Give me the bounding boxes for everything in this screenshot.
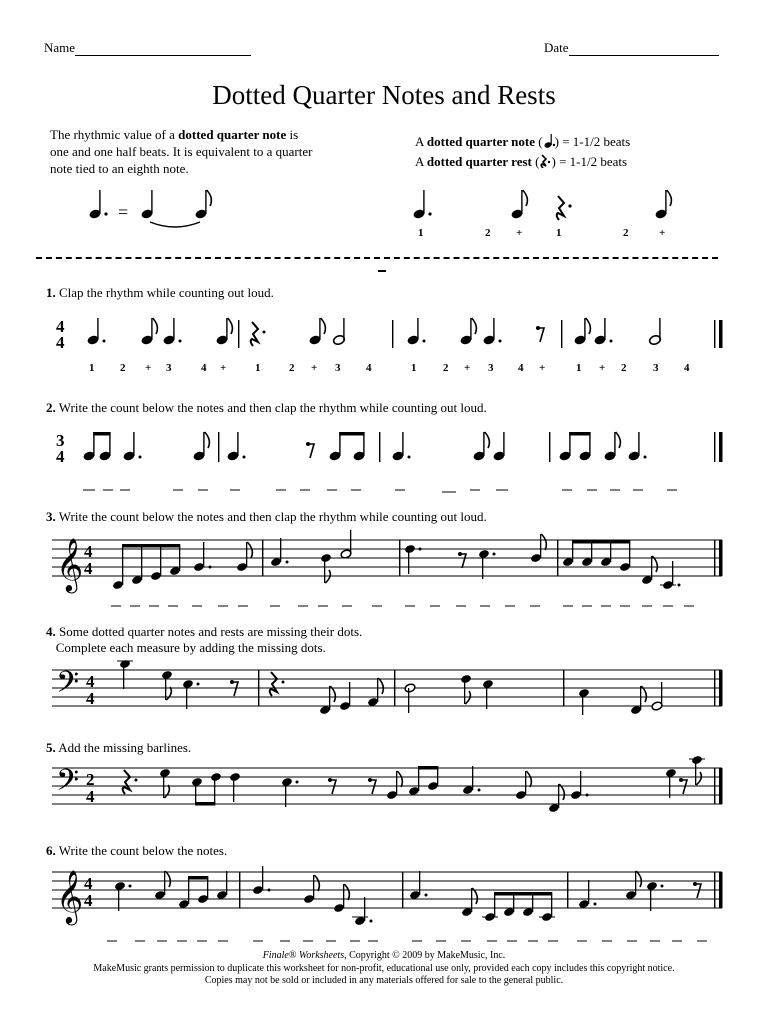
time-signature-bottom: 4	[56, 333, 65, 352]
svg-text:2: 2	[86, 770, 95, 789]
svg-text:1: 1	[255, 362, 261, 374]
rhythm-notes	[82, 432, 722, 462]
svg-text:1: 1	[411, 362, 417, 374]
svg-text:+: +	[311, 362, 318, 374]
svg-text:3: 3	[166, 362, 172, 374]
exercise-3-title: 3. Write the count below the notes and then clap the rhythm while counting out loud.	[46, 509, 487, 524]
footer-copyright: Finale® Worksheets, Copyright © 2009 by MakeMusic, Inc.	[262, 950, 506, 961]
date-field[interactable]	[544, 40, 719, 56]
svg-text:+: +	[599, 362, 606, 374]
bass-clef-icon: 𝄢	[56, 666, 80, 706]
example-count: 1	[556, 227, 562, 239]
svg-text:3: 3	[335, 362, 341, 374]
example-count: +	[516, 227, 523, 239]
name-field[interactable]	[44, 40, 251, 56]
svg-text:+: +	[145, 362, 152, 374]
staff-notes	[117, 659, 723, 715]
staff-lines	[52, 768, 722, 804]
svg-text:1: 1	[89, 362, 95, 374]
dotted-note-definition: A dotted quarter note ( ) = 1-1/2 beats	[415, 134, 631, 149]
treble-clef-icon: 𝄞	[56, 539, 84, 590]
date-label: Date	[544, 40, 569, 55]
date-line[interactable]	[569, 42, 719, 56]
exercise-1-rhythm	[0, 308, 768, 378]
exercise-4-staff	[0, 658, 768, 718]
svg-text:4: 4	[366, 362, 372, 374]
exercise-5-staff	[0, 756, 768, 816]
svg-text:2: 2	[289, 362, 295, 374]
svg-text:4: 4	[56, 447, 65, 466]
example-count: 1	[418, 227, 424, 239]
time-signature-top: 4	[56, 317, 65, 336]
svg-text:4: 4	[86, 672, 95, 691]
svg-text:3: 3	[56, 431, 65, 450]
svg-text:4: 4	[684, 362, 690, 374]
svg-text:2: 2	[443, 362, 449, 374]
exercise-3-staff	[0, 528, 768, 618]
staff-lines	[52, 872, 722, 908]
svg-text:4: 4	[86, 787, 95, 806]
name-label: Name	[44, 40, 76, 55]
exercise-1-title: 1. Clap the rhythm while counting out loud.	[46, 285, 274, 300]
svg-text:4: 4	[84, 891, 93, 910]
page-title: Dotted Quarter Notes and Rests	[212, 80, 556, 110]
staff-notes	[112, 530, 722, 590]
divider	[36, 257, 718, 259]
svg-text:4: 4	[86, 689, 95, 708]
staff-notes	[123, 756, 723, 813]
example-count: 2	[623, 227, 629, 239]
bass-clef-icon: 𝄢	[56, 764, 80, 804]
svg-text:+: +	[464, 362, 471, 374]
dotted-quarter-note-icon	[543, 134, 555, 148]
rhythm-notes	[86, 318, 722, 348]
answer-blanks	[83, 490, 677, 492]
svg-text:3: 3	[653, 362, 659, 374]
svg-text:4: 4	[84, 542, 93, 561]
example-count: +	[659, 227, 666, 239]
dotted-note-example	[412, 190, 527, 220]
exercise-5-title: 5. Add the missing barlines.	[46, 740, 192, 755]
exercise-6-title: 6. Write the count below the notes.	[46, 843, 228, 858]
svg-text:3: 3	[488, 362, 494, 374]
dotted-rest-definition: A dotted quarter rest ( ) = 1-1/2 beats	[415, 154, 628, 169]
svg-text:=: =	[118, 202, 129, 222]
staff-notes	[114, 866, 722, 926]
example-count: 2	[485, 227, 491, 239]
exercise-6-staff	[0, 860, 768, 950]
footer-permission: MakeMusic grants permission to duplicate this worksheet for non-profit, educational use only, provided each copy includes this copyright notice.	[93, 962, 675, 974]
intro-examples	[0, 180, 768, 240]
exercise-1-counts	[89, 362, 690, 374]
divider-dash	[378, 270, 386, 272]
name-line[interactable]	[75, 42, 251, 56]
svg-text:2: 2	[120, 362, 126, 374]
treble-clef-icon: 𝄞	[56, 871, 84, 922]
equivalence-example	[88, 190, 211, 227]
footer	[0, 950, 768, 988]
svg-text:4: 4	[84, 559, 93, 578]
svg-text:4: 4	[201, 362, 207, 374]
intro-right	[415, 132, 735, 172]
exercise-2-rhythm	[0, 420, 768, 500]
exercise-2-title: 2. Write the count below the notes and then clap the rhythm while counting out loud.	[46, 400, 487, 415]
svg-text:+: +	[220, 362, 227, 374]
dotted-rest-example	[557, 190, 672, 220]
svg-text:2: 2	[621, 362, 627, 374]
intro-left: The rhythmic value of a dotted quarter note is one and one half beats. It is equivalent to a quarter note tied to an eighth note.	[50, 127, 313, 176]
svg-text:4: 4	[84, 874, 93, 893]
svg-text:+: +	[539, 362, 546, 374]
exercise-4-title: 4. Some dotted quarter notes and rests are missing their dots. Complete each measure by adding the missing dots.	[46, 624, 363, 655]
dotted-quarter-rest-icon	[539, 154, 551, 168]
svg-text:1: 1	[576, 362, 582, 374]
svg-text:4: 4	[518, 362, 524, 374]
footer-restriction: Copies may not be sold or included in any materials offered for sale to the general public.	[204, 975, 564, 986]
staff-lines	[52, 670, 722, 706]
